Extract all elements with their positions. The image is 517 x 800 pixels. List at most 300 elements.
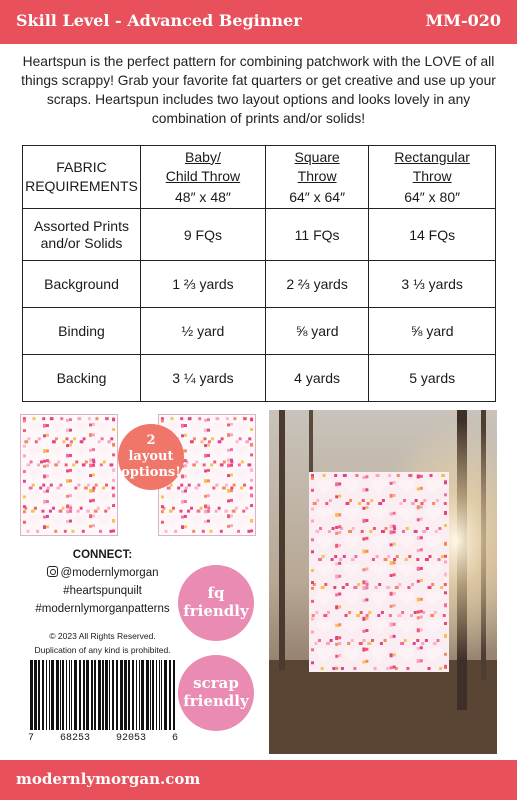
patchwork-square <box>311 631 314 634</box>
patchwork-square <box>65 437 68 440</box>
column-name-line1: Rectangular <box>394 148 470 165</box>
patchwork-square <box>112 504 115 507</box>
patchwork-square <box>365 519 368 522</box>
patchwork-square <box>250 453 253 456</box>
patchwork-square <box>335 482 338 485</box>
patchwork-square <box>421 642 424 645</box>
patchwork-square <box>248 437 251 440</box>
patchwork-square <box>325 502 328 505</box>
patchwork-square <box>338 544 341 547</box>
patchwork-square <box>415 499 418 502</box>
scrap-friendly-badge <box>178 655 254 731</box>
patchwork-square <box>335 495 338 498</box>
patchwork-square <box>43 516 46 519</box>
patchwork-square <box>390 623 393 626</box>
barcode-bar <box>71 660 72 730</box>
patchwork-square <box>77 417 80 420</box>
patchwork-square <box>444 493 447 496</box>
barcode-bar <box>150 660 151 730</box>
patchwork-square <box>43 424 46 427</box>
patchwork-square <box>393 592 396 595</box>
patchwork-square <box>104 510 107 513</box>
patchwork-square <box>444 511 447 514</box>
patchwork-square <box>335 667 338 670</box>
patchwork-square <box>204 495 207 498</box>
patchwork-square <box>390 561 393 564</box>
patchwork-square <box>190 440 193 443</box>
patchwork-square <box>321 586 324 589</box>
barcode-bar <box>30 660 33 730</box>
patchwork-square <box>362 488 365 491</box>
patchwork-square <box>390 482 393 485</box>
column-name-line1: Baby/ <box>185 148 221 165</box>
patchwork-square <box>43 475 46 478</box>
patchwork-square <box>181 490 184 493</box>
patchwork-square <box>338 495 341 498</box>
patchwork-square <box>378 583 381 586</box>
patchwork-square <box>390 636 393 639</box>
scrap-line1: scrap <box>193 674 239 692</box>
patchwork-square <box>215 510 218 513</box>
patchwork-square <box>80 507 83 510</box>
patchwork-square <box>23 521 26 524</box>
patchwork-square <box>417 598 420 601</box>
patchwork-square <box>319 527 322 530</box>
badge-line2: layout <box>128 449 174 464</box>
patchwork-square <box>89 433 92 436</box>
patchwork-square <box>112 418 115 421</box>
patchwork-square <box>444 524 447 527</box>
patchwork-square <box>109 463 112 466</box>
patchwork-square <box>224 510 227 513</box>
intro-text: Heartspun is the perfect pattern for combining patchwork with the LOVE of all things scrappy! Grab your favorite fat quarters or get creative and use up your scraps. Heartspun includes two layout options and looks lovely in any combination of prints and/or solids! <box>21 54 496 126</box>
patchwork-square <box>188 417 191 420</box>
patchwork-square <box>444 591 447 594</box>
patchwork-square <box>180 417 183 420</box>
patchwork-square <box>227 423 230 426</box>
patchwork-square <box>43 449 46 452</box>
patchwork-square <box>334 555 337 558</box>
patchwork-square <box>349 499 352 502</box>
patchwork-square <box>318 639 321 642</box>
patchwork-square <box>444 542 447 545</box>
patchwork-square <box>400 642 403 645</box>
patchwork-square <box>82 463 85 466</box>
patchwork-square <box>52 440 55 443</box>
patchwork-square <box>431 583 434 586</box>
patchwork-square <box>92 448 95 451</box>
barcode-bar <box>139 660 140 730</box>
patchwork-square <box>209 530 212 533</box>
patchwork-square <box>417 488 420 491</box>
patchwork-square <box>362 648 365 651</box>
patchwork-square <box>69 520 72 523</box>
patchwork-square <box>332 667 335 670</box>
patchwork-square <box>338 562 341 565</box>
patchwork-square <box>381 611 384 614</box>
patchwork-square <box>417 628 420 631</box>
patchwork-square <box>89 458 92 461</box>
patchwork-square <box>444 561 447 564</box>
patchwork-square <box>444 480 447 483</box>
patchwork-square <box>346 583 349 586</box>
patchwork-square <box>420 487 423 490</box>
patchwork-square <box>420 646 423 649</box>
table-title-line1: FABRIC <box>56 159 107 175</box>
patchwork-square <box>213 461 216 464</box>
patchwork-square <box>381 530 384 533</box>
patchwork-square <box>222 487 225 490</box>
copyright-line2: Duplication of any kind is prohibited. <box>34 645 171 655</box>
patchwork-square <box>69 479 72 482</box>
table-cell: 1 ⅔ yards <box>141 261 266 308</box>
patchwork-square <box>365 586 368 589</box>
patchwork-square <box>374 667 377 670</box>
patchwork-square <box>72 463 75 466</box>
patchwork-square <box>414 611 417 614</box>
patchwork-square <box>417 659 420 662</box>
patchwork-square <box>66 520 69 523</box>
patchwork-square <box>393 481 396 484</box>
patchwork-square <box>165 530 168 533</box>
row-label: Background <box>23 261 141 308</box>
patchwork-square <box>46 424 49 427</box>
patchwork-square <box>62 440 65 443</box>
patchwork-square <box>377 614 380 617</box>
patchwork-square <box>215 484 218 487</box>
patchwork-square <box>423 499 426 502</box>
patchwork-square <box>69 494 72 497</box>
table-cell: 3 ⅓ yards <box>369 261 496 308</box>
patchwork-square <box>220 463 223 466</box>
patchwork-square <box>190 507 193 510</box>
patchwork-square <box>420 579 423 582</box>
patchwork-square <box>102 487 105 490</box>
patchwork-square <box>107 507 110 510</box>
patchwork-square <box>417 536 420 539</box>
patchwork-square <box>338 654 341 657</box>
patchwork-square <box>109 530 112 533</box>
patchwork-square <box>103 461 106 464</box>
patchwork-square <box>417 616 420 619</box>
patchwork-square <box>417 549 420 552</box>
connect-title: CONNECT: <box>72 549 133 561</box>
patchwork-square <box>361 530 364 533</box>
patchwork-square <box>354 555 357 558</box>
patchwork-square <box>335 513 338 516</box>
patchwork-square <box>230 474 233 477</box>
patchwork-square <box>420 659 423 662</box>
patchwork-square <box>66 479 69 482</box>
quilt-in-photo <box>309 472 449 672</box>
patchwork-square <box>184 525 187 528</box>
patchwork-square <box>398 583 401 586</box>
patchwork-square <box>362 538 365 541</box>
patchwork-square <box>322 555 325 558</box>
patchwork-square <box>42 484 45 487</box>
patchwork-square <box>436 499 439 502</box>
barcode-bar <box>83 660 85 730</box>
patchwork-square <box>444 603 447 606</box>
patchwork-square <box>326 642 329 645</box>
patchwork-square <box>239 437 242 440</box>
patchwork-square <box>365 660 368 663</box>
patchwork-square <box>390 605 393 608</box>
patchwork-square <box>207 479 210 482</box>
patchwork-square <box>207 454 210 457</box>
patchwork-square <box>57 461 60 464</box>
patchwork-square <box>112 453 115 456</box>
patchwork-square <box>362 499 365 502</box>
patchwork-square <box>413 642 416 645</box>
patchwork-square <box>393 666 396 669</box>
patchwork-square <box>406 667 409 670</box>
patchwork-square <box>69 429 72 432</box>
patchwork-square <box>100 463 103 466</box>
patchwork-square <box>245 440 248 443</box>
patchwork-square <box>204 504 207 507</box>
patchwork-square <box>311 569 314 572</box>
copyright <box>20 629 185 657</box>
patchwork-square <box>335 624 338 627</box>
patchwork-square <box>314 642 317 645</box>
barcode-bar <box>34 660 37 730</box>
patchwork-square <box>204 479 207 482</box>
patchwork-square <box>27 463 30 466</box>
patchwork-square <box>417 647 420 650</box>
patchwork-square <box>371 639 374 642</box>
row-label: Binding <box>23 308 141 355</box>
patchwork-square <box>401 611 404 614</box>
patchwork-square <box>73 437 76 440</box>
patchwork-square <box>311 474 314 477</box>
patchwork-square <box>366 583 369 586</box>
barcode-bar <box>86 660 89 730</box>
patchwork-square <box>347 642 350 645</box>
column-header-rectangular <box>369 146 496 209</box>
skill-level: Skill Level - Advanced Beginner <box>16 11 302 30</box>
patchwork-square <box>324 583 327 586</box>
patchwork-square <box>89 525 92 528</box>
patchwork-square <box>181 500 184 503</box>
patchwork-square <box>172 507 175 510</box>
patchwork-square <box>417 611 420 614</box>
patchwork-square <box>37 463 40 466</box>
patchwork-square <box>335 593 338 596</box>
patchwork-square <box>348 611 351 614</box>
patchwork-square <box>390 530 393 533</box>
patchwork-square <box>69 418 72 421</box>
patchwork-square <box>362 617 365 620</box>
patchwork-square <box>60 417 63 420</box>
patchwork-square <box>438 527 441 530</box>
patchwork-square <box>334 474 337 477</box>
patchwork-square <box>311 587 314 590</box>
patchwork-square <box>207 494 210 497</box>
patchwork-square <box>362 639 365 642</box>
patchwork-square <box>242 510 245 513</box>
patchwork-square <box>161 419 164 422</box>
patchwork-square <box>193 437 196 440</box>
barcode-bar <box>164 660 167 730</box>
patchwork-square <box>46 490 49 493</box>
patchwork-square <box>112 428 115 431</box>
patchwork-square <box>184 475 187 478</box>
patchwork-square <box>46 464 49 467</box>
patchwork-square <box>89 489 92 492</box>
barcode-bar <box>112 660 114 730</box>
patchwork-square <box>52 507 55 510</box>
patchwork-square <box>311 477 314 480</box>
patchwork-square <box>24 440 27 443</box>
patchwork-square <box>390 525 393 528</box>
patchwork-square <box>417 505 420 508</box>
patchwork-square <box>243 417 246 420</box>
patchwork-square <box>50 484 53 487</box>
table-cell: 14 FQs <box>369 209 496 261</box>
patchwork-square <box>385 527 388 530</box>
barcode-bar <box>161 660 162 730</box>
patchwork-square <box>31 510 34 513</box>
patchwork-square <box>327 611 330 614</box>
patchwork-square <box>34 507 37 510</box>
patchwork-square <box>204 510 207 513</box>
patchwork-square <box>333 586 336 589</box>
patchwork-square <box>36 530 39 533</box>
patchwork-square <box>444 502 447 505</box>
column-size: 64″ x 64″ <box>289 188 346 205</box>
patchwork-square <box>230 461 233 464</box>
table-cell: ⅝ yard <box>265 308 368 355</box>
patchwork-square <box>444 583 447 586</box>
patchwork-square <box>417 475 420 478</box>
patchwork-square <box>188 484 191 487</box>
patchwork-square <box>88 417 91 420</box>
patchwork-square <box>441 555 444 558</box>
patchwork-square <box>359 642 362 645</box>
patchwork-square <box>311 661 314 664</box>
patchwork-square <box>420 536 423 539</box>
patchwork-square <box>384 558 387 561</box>
patchwork-square <box>405 558 408 561</box>
patchwork-square <box>184 434 187 437</box>
patchwork-square <box>43 490 46 493</box>
patchwork-square <box>311 520 314 523</box>
barcode-bar <box>132 660 134 730</box>
table-cell: 3 ¼ yards <box>141 355 266 402</box>
patchwork-square <box>390 592 393 595</box>
barcode-bar <box>46 660 47 730</box>
table-cell: ⅝ yard <box>369 308 496 355</box>
patchwork-square <box>200 507 203 510</box>
patchwork-square <box>338 513 341 516</box>
patchwork-square <box>227 474 230 477</box>
patchwork-square <box>71 530 74 533</box>
patchwork-square <box>358 502 361 505</box>
patchwork-square <box>112 529 115 532</box>
patchwork-square <box>311 648 314 651</box>
patchwork-square <box>92 461 95 464</box>
column-name-line2: Child Throw <box>165 167 241 184</box>
patchwork-square <box>192 463 195 466</box>
patchwork-square <box>161 510 164 513</box>
patchwork-square <box>112 468 115 471</box>
patchwork-square <box>89 499 92 502</box>
patchwork-square <box>367 502 370 505</box>
patchwork-square <box>362 586 365 589</box>
patchwork-square <box>99 530 102 533</box>
patchwork-square <box>393 623 396 626</box>
patchwork-square <box>339 558 342 561</box>
patchwork-square <box>89 474 92 477</box>
patchwork-square <box>92 487 95 490</box>
connect-section <box>20 546 185 618</box>
patchwork-square <box>74 487 77 490</box>
patchwork-square <box>203 437 206 440</box>
patchwork-square <box>230 489 233 492</box>
patchwork-square <box>435 530 438 533</box>
patchwork-square <box>75 461 78 464</box>
patchwork-square <box>232 510 235 513</box>
patchwork-square <box>98 440 101 443</box>
patchwork-square <box>245 507 248 510</box>
barcode-bar <box>51 660 54 730</box>
patchwork-square <box>89 423 92 426</box>
patchwork-square <box>330 639 333 642</box>
patchwork-square <box>210 463 213 466</box>
patchwork-square <box>311 550 314 553</box>
patchwork-square <box>227 464 230 467</box>
patchwork-square <box>345 614 348 617</box>
patchwork-square <box>195 461 198 464</box>
table-row <box>23 355 496 402</box>
patchwork-square <box>235 507 238 510</box>
patchwork-square <box>362 507 365 510</box>
patchwork-square <box>393 604 396 607</box>
patchwork-square <box>335 605 338 608</box>
patchwork-square <box>321 667 324 670</box>
barcode-bar <box>98 660 101 730</box>
patchwork-square <box>89 464 92 467</box>
instagram-icon <box>47 566 58 577</box>
patchwork-square <box>46 434 49 437</box>
patchwork-square <box>227 525 230 528</box>
table-row <box>23 209 496 261</box>
patchwork-square <box>313 502 316 505</box>
column-header-baby <box>141 146 266 209</box>
patchwork-square <box>23 480 26 483</box>
patchwork-square <box>365 598 368 601</box>
patchwork-square <box>378 502 381 505</box>
patchwork-square <box>355 474 358 477</box>
row-label <box>23 209 141 261</box>
column-header-square <box>265 146 368 209</box>
patchwork-square <box>353 586 356 589</box>
patchwork-square <box>318 558 321 561</box>
patchwork-square <box>403 499 406 502</box>
patchwork-square <box>43 525 46 528</box>
patchwork-square <box>393 561 396 564</box>
patchwork-square <box>395 586 398 589</box>
patchwork-square <box>420 610 423 613</box>
patchwork-square <box>23 419 26 422</box>
patchwork-square <box>416 639 419 642</box>
patchwork-square <box>66 428 69 431</box>
column-size: 48″ x 48″ <box>175 188 231 205</box>
patchwork-square <box>204 520 207 523</box>
patchwork-square <box>335 563 338 566</box>
patchwork-square <box>312 614 315 617</box>
